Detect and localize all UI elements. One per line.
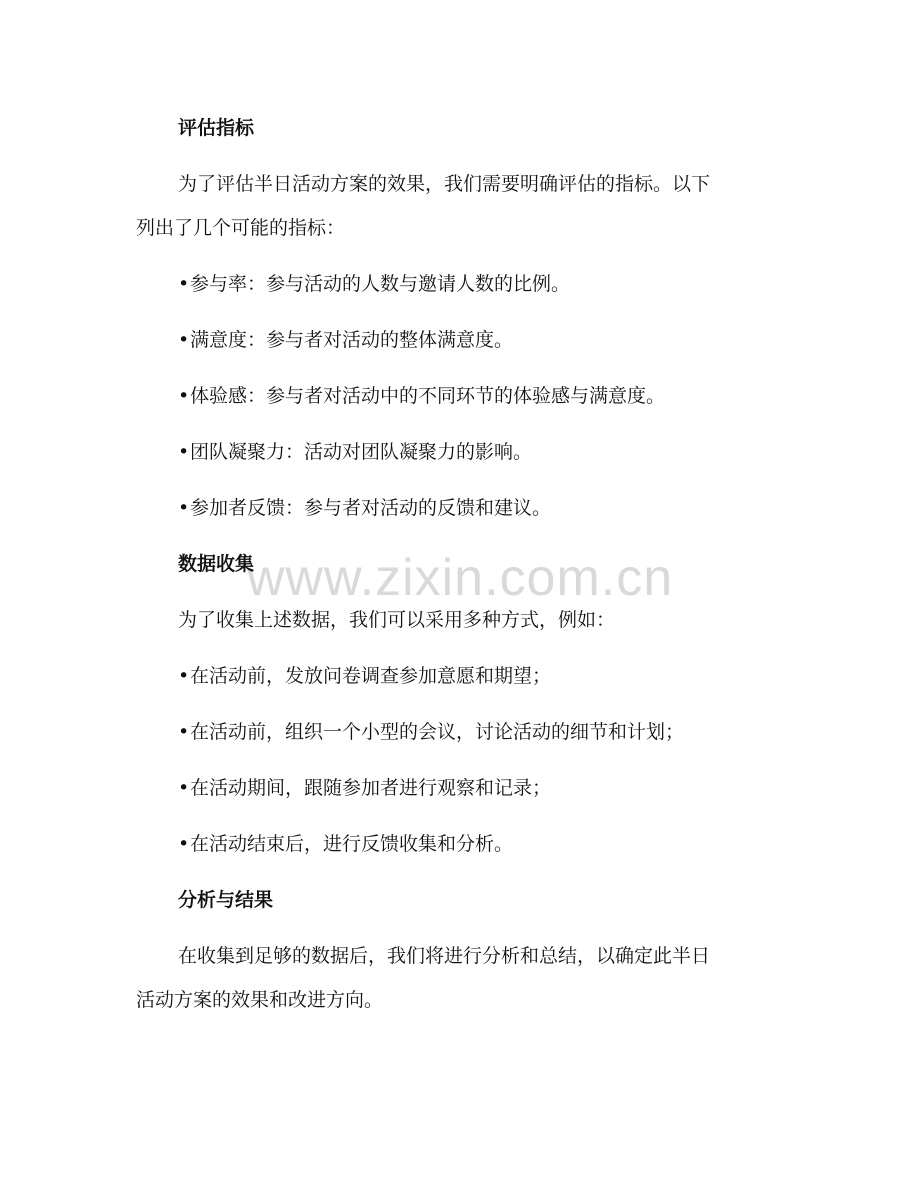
list-item-text: 在活动期间，跟随参加者进行观察和记录；: [190, 777, 552, 799]
list-item: [178, 776, 551, 800]
list-item-text: 满意度：参与者对活动的整体满意度。: [190, 329, 514, 351]
list-item: [178, 720, 684, 744]
bullet-icon: •: [178, 777, 190, 799]
list-item-text: 参加者反馈：参与者对活动的反馈和建议。: [190, 497, 552, 519]
watermark: www.zixin.com.cn: [246, 549, 674, 607]
list-item-text: 在活动前，组织一个小型的会议，讨论活动的细节和计划；: [190, 721, 685, 743]
section-heading-evaluation: 评估指标: [178, 117, 255, 139]
list-item-text: 参与率：参与活动的人数与邀请人数的比例。: [190, 273, 571, 295]
list-item-text: 体验感：参与者对活动中的不同环节的体验感与满意度。: [190, 385, 666, 407]
list-item-text: 在活动结束后，进行反馈收集和分析。: [190, 833, 514, 855]
bullet-icon: •: [178, 497, 190, 519]
list-item: [178, 384, 665, 408]
list-item: [178, 496, 551, 520]
section-heading-data-collection: 数据收集: [178, 553, 255, 575]
list-item-text: 团队凝聚力：活动对团队凝聚力的影响。: [190, 441, 533, 463]
paragraph-line: 在收集到足够的数据后，我们将进行分析和总结，以确定此半日: [178, 945, 711, 967]
list-item: [178, 664, 551, 688]
bullet-icon: •: [178, 833, 190, 855]
paragraph-line: 活动方案的效果和改进方向。: [136, 989, 384, 1011]
bullet-icon: •: [178, 329, 190, 351]
paragraph-line: 为了评估半日活动方案的效果，我们需要明确评估的指标。以下: [178, 173, 711, 195]
paragraph-line: 列出了几个可能的指标：: [136, 217, 346, 239]
bullet-icon: •: [178, 665, 190, 687]
list-item: [178, 272, 570, 296]
list-item: [178, 832, 513, 856]
section-heading-analysis: 分析与结果: [178, 889, 274, 911]
list-item: [178, 440, 532, 464]
bullet-icon: •: [178, 441, 190, 463]
bullet-icon: •: [178, 273, 190, 295]
bullet-icon: •: [178, 385, 190, 407]
list-item: [178, 328, 513, 352]
paragraph-line: 为了收集上述数据，我们可以采用多种方式，例如：: [178, 609, 616, 631]
list-item-text: 在活动前，发放问卷调查参加意愿和期望；: [190, 665, 552, 687]
bullet-icon: •: [178, 721, 190, 743]
